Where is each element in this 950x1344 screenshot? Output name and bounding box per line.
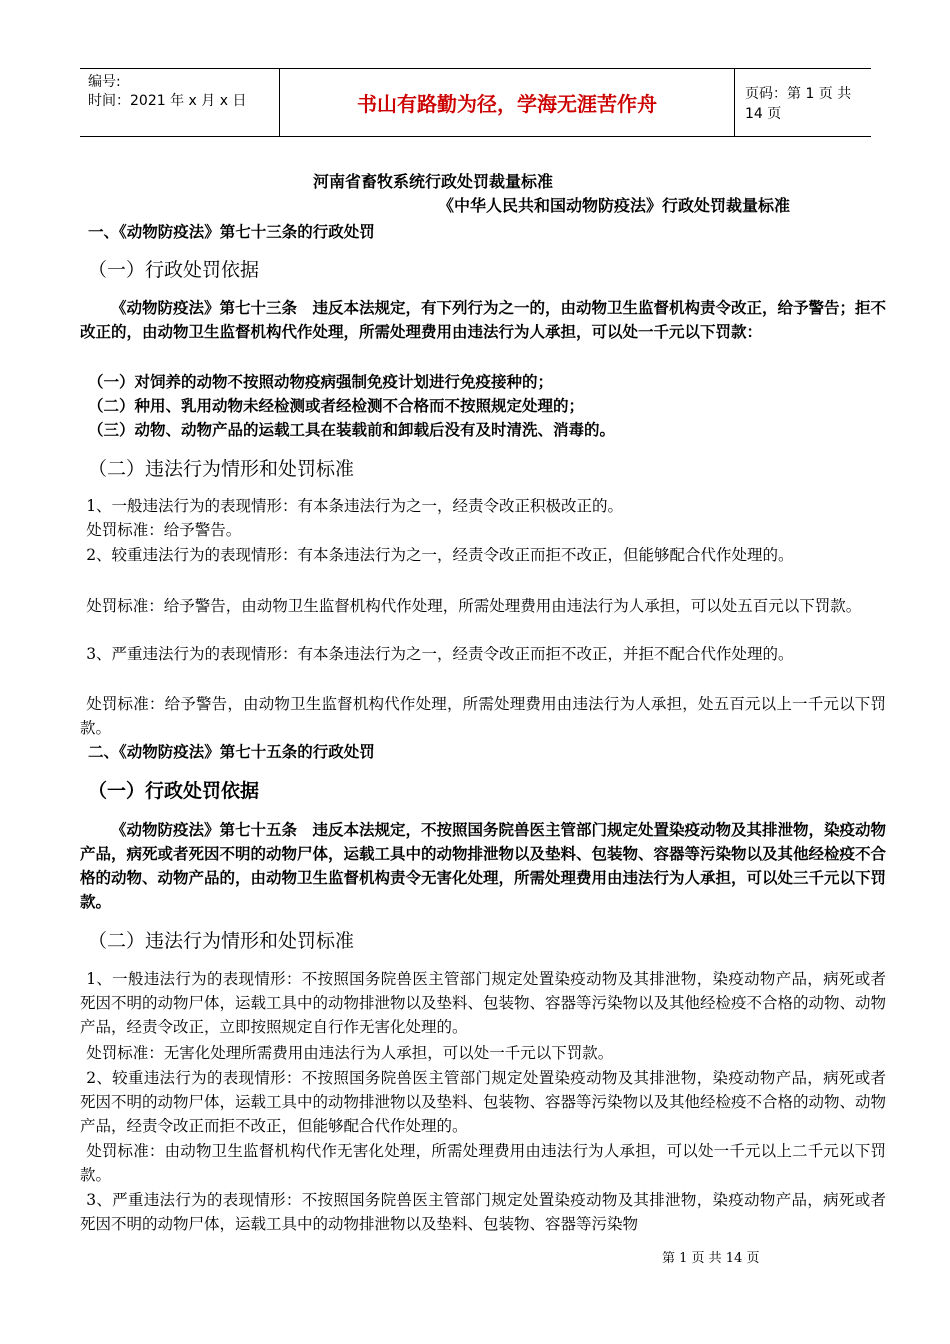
document-title: 河南省畜牧系统行政处罚裁量标准 <box>313 172 554 191</box>
document-time-label: 时间：2021 年 x 月 x 日 <box>88 93 247 109</box>
header-motto <box>280 69 735 136</box>
page-header-table <box>80 68 871 137</box>
section2-p5: 3、严重违法行为的表现情形：不按照国务院兽医主管部门规定处置染疫动物及其排泄物，染疫动物产品，病死或者死因不明的动物尸体，运载工具中的动物排泄物以及垫料、包装物、容器等污染物 <box>80 1191 886 1233</box>
document-number-label: 编号: <box>88 74 121 90</box>
section1-p6: 处罚标准：给予警告，由动物卫生监督机构代作处理，所需处理费用由违法行为人承担，处五百元以上一千元以下罚款。 <box>80 695 886 737</box>
section1-item-1: （一）对饲养的动物不按照动物疫病强制免疫计划进行免疫接种的； <box>88 372 554 391</box>
section2-basis-heading: （一）行政处罚依据 <box>88 780 260 802</box>
section2-heading: 二、《动物防疫法》第七十五条的行政处罚 <box>88 742 375 761</box>
section2-standards-heading: （二）违法行为情形和处罚标准 <box>88 930 355 952</box>
section1-p5: 3、严重违法行为的表现情形：有本条违法行为之一，经责令改正而拒不改正，并拒不配合代作处理的。 <box>86 645 794 663</box>
header-page-label <box>735 69 871 136</box>
section1-p4: 处罚标准：给予警告，由动物卫生监督机构代作处理，所需处理费用由违法行为人承担，可以处五百元以下罚款。 <box>86 597 862 615</box>
section1-basis-text: 《动物防疫法》第七十三条 违反本法规定，有下列行为之一的，由动物卫生监督机构责令改正，给予警告；拒不改正的，由动物卫生监督机构代作处理，所需处理费用由违法行为人承担，可以处一千元以下罚款： <box>80 298 887 341</box>
section1-item-2: （二）种用、乳用动物未经检测或者经检测不合格而不按照规定处理的； <box>88 396 585 415</box>
section1-p3: 2、较重违法行为的表现情形：有本条违法行为之一，经责令改正而拒不改正，但能够配合代作处理的。 <box>86 546 794 564</box>
section1-p2: 处罚标准：给予警告。 <box>86 521 242 539</box>
header-meta-cell <box>80 69 280 136</box>
section1-item-3: （三）动物、动物产品的运载工具在装载前和卸载后没有及时清洗、消毒的。 <box>88 420 616 439</box>
section2-p3: 2、较重违法行为的表现情形：不按照国务院兽医主管部门规定处置染疫动物及其排泄物，染疫动物产品，病死或者死因不明的动物尸体，运载工具中的动物排泄物以及垫料、包装物、容器等污染物以及其他经检疫不合格的动物、动物产品，经责令改正而拒不改正，但能够配合代作处理的。 <box>80 1069 887 1135</box>
page-footer: 第 1 页 共 14 页 <box>662 1251 760 1266</box>
section2-p1: 1、一般违法行为的表现情形：不按照国务院兽医主管部门规定处置染疫动物及其排泄物，染疫动物产品，病死或者死因不明的动物尸体，运载工具中的动物排泄物以及垫料、包装物、容器等污染物以及其他经检疫不合格的动物、动物产品，经责令改正，立即按照规定自行作无害化处理的。 <box>80 970 887 1036</box>
section2-p2: 处罚标准：无害化处理所需费用由违法行为人承担，可以处一千元以下罚款。 <box>86 1044 614 1062</box>
section1-heading: 一、《动物防疫法》第七十三条的行政处罚 <box>88 222 375 241</box>
section2-p4: 处罚标准：由动物卫生监督机构代作无害化处理，所需处理费用由违法行为人承担，可以处一千元以上二千元以下罚款。 <box>80 1142 886 1184</box>
motto-text: 书山有路勤为径，学海无涯苦作舟 <box>357 92 657 116</box>
section1-standards-heading: （二）违法行为情形和处罚标准 <box>88 458 355 480</box>
section2-basis-text: 《动物防疫法》第七十五条 违反本法规定，不按照国务院兽医主管部门规定处置染疫动物及其排泄物，染疫动物产品，病死或者死因不明的动物尸体，运载工具中的动物排泄物以及垫料、包装物、容器等污染物以及其他经检疫不合格的动物、动物产品的，由动物卫生监督机构责令无害化处理，所需处理费用由违法行为人承担，可以处三千元以下罚款。 <box>80 820 887 911</box>
document-subtitle: 《中华人民共和国动物防疫法》行政处罚裁量标准 <box>438 196 791 215</box>
page-count-text: 页码：第 1 页 共 14 页 <box>745 85 852 122</box>
section1-basis-heading: （一）行政处罚依据 <box>88 259 260 281</box>
section1-p1: 1、一般违法行为的表现情形：有本条违法行为之一，经责令改正积极改正的。 <box>86 497 624 515</box>
